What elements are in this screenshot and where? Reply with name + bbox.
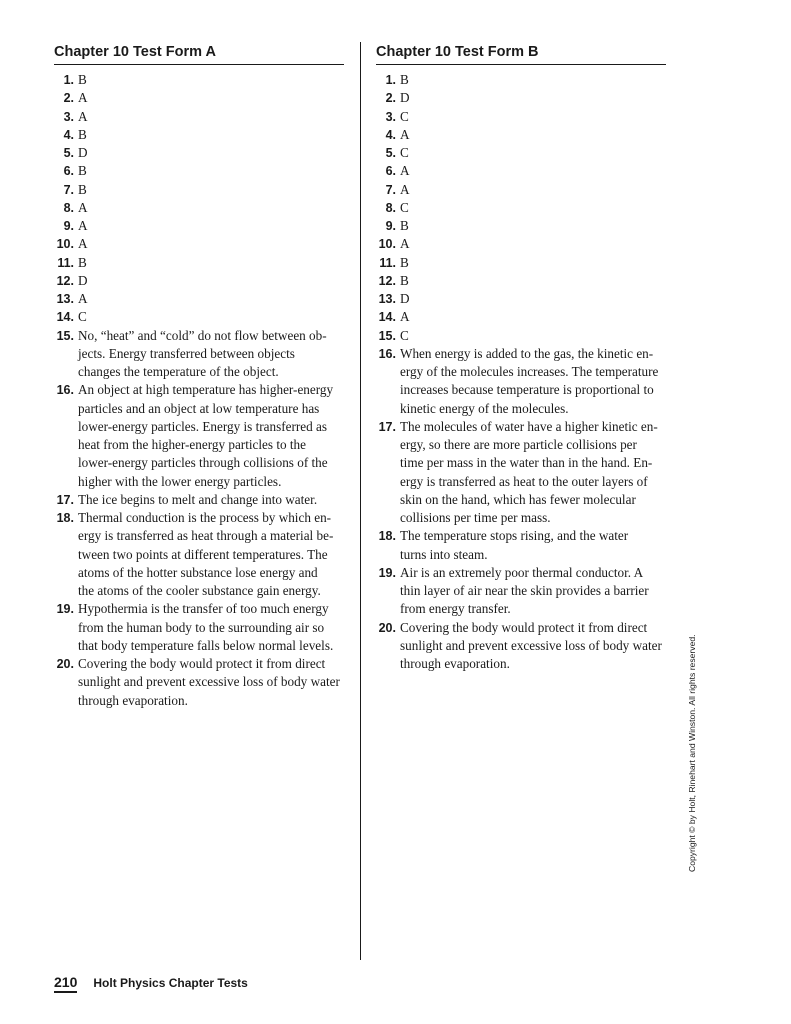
answer-text: B: [78, 254, 87, 270]
answer-item: [54, 181, 344, 199]
answer-number: 8.: [63, 200, 74, 215]
answer-number: 8.: [385, 200, 396, 215]
answer-item: [376, 162, 666, 180]
answer-text: A: [400, 181, 410, 197]
answer-text-line: ergy, so there are more particle collisions per: [400, 437, 637, 452]
answer-number: 12.: [378, 273, 396, 288]
answer-text-line: the atoms of the cooler substance gain energy.: [78, 583, 321, 598]
answer-text-line: The ice begins to melt and change into water.: [78, 491, 318, 507]
answer-text-line: Covering the body would protect it from direct: [400, 619, 648, 635]
answer-text-line: time per mass in the water than in the hand. En-: [400, 455, 653, 471]
answer-number: 7.: [63, 182, 74, 197]
answer-text-line: The molecules of water have a higher kinetic en-: [400, 418, 658, 434]
answer-text-line: An object at high temperature has higher-energy: [78, 382, 334, 398]
answer-text: D: [78, 145, 88, 160]
page-number: 210: [54, 974, 77, 993]
answer-item: [376, 254, 666, 272]
answer-number: 13.: [56, 292, 74, 306]
answer-number: 2.: [385, 91, 396, 106]
form-a-answer-list: [54, 71, 344, 710]
form-b-column: [376, 42, 666, 673]
answer-number: 15.: [378, 328, 396, 343]
answer-item: [54, 509, 344, 600]
answer-text: B: [400, 218, 409, 233]
answer-text-line: Hypothermia is the transfer of too much energy: [78, 601, 329, 617]
answer-number: 17.: [56, 492, 74, 507]
answer-item: [376, 527, 666, 564]
answer-text-line: skin on the hand, which has fewer molecular: [400, 491, 636, 507]
answer-number: 14.: [56, 310, 74, 325]
answer-item: [376, 290, 666, 308]
answer-number: 5.: [63, 146, 74, 160]
answer-number: 15.: [56, 328, 74, 343]
answer-text-line: thin layer of air near the skin provides a barrier: [400, 583, 649, 598]
answer-text-line: through evaporation.: [78, 692, 188, 708]
answer-item: [54, 491, 344, 509]
answer-item: [376, 327, 666, 345]
answer-item: [376, 199, 666, 217]
answer-text-line: through evaporation.: [400, 656, 510, 671]
answer-number: 1.: [63, 73, 74, 87]
answer-item: [376, 345, 666, 418]
answer-text-line: sunlight and prevent excessive loss of body water: [400, 637, 662, 653]
answer-number: 20.: [378, 620, 396, 635]
answer-text: C: [78, 309, 87, 325]
answer-number: 20.: [56, 657, 74, 671]
answer-number: 19.: [56, 602, 74, 617]
answer-number: 2.: [63, 91, 74, 106]
answer-item: [54, 272, 344, 290]
answer-text-line: from energy transfer.: [400, 601, 511, 617]
answer-number: 3.: [385, 109, 396, 124]
answer-text-line: particles and an object at low temperature has: [78, 400, 320, 416]
answer-item: [54, 126, 344, 144]
answer-text-line: kinetic energy of the molecules.: [400, 400, 569, 416]
answer-text: A: [78, 199, 88, 215]
answer-item: [54, 655, 344, 710]
answer-text: B: [400, 272, 409, 288]
answer-item: [54, 199, 344, 217]
answer-item: [376, 235, 666, 253]
copyright-notice-container: [686, 620, 700, 872]
answer-number: 5.: [385, 146, 396, 160]
answer-text-line: changes the temperature of the object.: [78, 364, 279, 379]
answer-text-line: ergy of the molecules increases. The temperature: [400, 364, 659, 379]
column-divider: [360, 42, 361, 960]
answer-item: [376, 564, 666, 619]
answer-text: A: [78, 218, 88, 233]
answer-text-line: atoms of the hotter substance lose energy and: [78, 564, 318, 580]
answer-text-line: higher with the lower energy particles.: [78, 473, 282, 489]
answer-item: [376, 126, 666, 144]
answer-item: [54, 600, 344, 655]
form-a-title: Chapter 10 Test Form A: [54, 42, 344, 65]
answer-number: 18.: [56, 511, 74, 525]
answer-text: B: [78, 72, 87, 87]
answer-text-line: that body temperature falls below normal levels.: [78, 637, 334, 653]
answer-number: 16.: [378, 346, 396, 361]
form-b-answer-list: [376, 71, 666, 673]
answer-text-line: increases because temperature is proportional to: [400, 382, 654, 398]
answer-number: 17.: [378, 419, 396, 434]
answer-number: 7.: [385, 182, 396, 197]
page-footer: [54, 974, 248, 993]
answer-number: 4.: [63, 127, 74, 142]
answer-text-line: sunlight and prevent excessive loss of body water: [78, 674, 340, 690]
answer-text-line: Air is an extremely poor thermal conductor. A: [400, 564, 644, 580]
answer-text: D: [400, 90, 410, 106]
answer-text: B: [400, 254, 409, 270]
answer-text: D: [78, 272, 88, 288]
answer-text-line: lower-energy particles through collisions of the: [78, 455, 328, 471]
answer-text: A: [400, 126, 410, 142]
answer-item: [376, 89, 666, 107]
answer-number: 11.: [57, 255, 74, 270]
answer-item: [54, 327, 344, 382]
answer-number: 10.: [378, 237, 396, 252]
answer-text: C: [400, 199, 409, 215]
answer-text: B: [78, 181, 87, 197]
answer-text: B: [78, 126, 87, 142]
answer-text-line: lower-energy particles. Energy is transferred as: [78, 418, 327, 434]
answer-number: 9.: [385, 219, 396, 233]
answer-number: 19.: [378, 565, 396, 580]
answer-text-line: from the human body to the surrounding air so: [78, 619, 325, 635]
answer-text-line: heat from the higher-energy particles to the: [78, 437, 306, 452]
answer-item: [54, 254, 344, 272]
answer-number: 13.: [378, 292, 396, 306]
answer-item: [54, 108, 344, 126]
answer-item: [376, 144, 666, 162]
answer-item: [376, 217, 666, 235]
answer-item: [376, 181, 666, 199]
answer-text: C: [400, 327, 409, 343]
answer-text-line: When energy is added to the gas, the kinetic en-: [400, 345, 654, 361]
answer-number: 3.: [63, 109, 74, 124]
answer-item: [54, 89, 344, 107]
answer-text: A: [78, 291, 88, 306]
form-b-title: Chapter 10 Test Form B: [376, 42, 666, 65]
answer-item: [376, 308, 666, 326]
answer-text: D: [400, 291, 410, 306]
answer-text-line: jects. Energy transferred between objects: [78, 345, 295, 361]
answer-text: B: [400, 72, 409, 87]
answer-text-line: turns into steam.: [400, 546, 488, 562]
answer-item: [54, 71, 344, 89]
answer-number: 18.: [378, 529, 396, 544]
copyright-notice: Copyright © by Holt, Rinehart and Winston. All rights reserved.: [687, 634, 697, 872]
answer-text: C: [400, 145, 409, 160]
answer-item: [376, 108, 666, 126]
answer-item: [54, 144, 344, 162]
answer-item: [54, 235, 344, 253]
answer-item: [54, 217, 344, 235]
answer-text: C: [400, 108, 409, 124]
answer-number: 14.: [378, 310, 396, 325]
answer-number: 6.: [385, 164, 396, 179]
answer-text: A: [78, 108, 88, 124]
answer-text-line: The temperature stops rising, and the water: [400, 528, 629, 544]
answer-item: [54, 290, 344, 308]
answer-text: A: [400, 163, 410, 179]
answer-number: 12.: [56, 273, 74, 288]
answer-number: 6.: [63, 164, 74, 179]
answer-text-line: No, “heat” and “cold” do not flow between ob-: [78, 327, 327, 343]
answer-number: 16.: [56, 383, 74, 398]
answer-item: [54, 381, 344, 491]
book-title: Holt Physics Chapter Tests: [93, 976, 248, 990]
answer-item: [54, 308, 344, 326]
answer-item: [376, 272, 666, 290]
answer-text-line: ergy is transferred as heat to the outer layers of: [400, 473, 648, 489]
answer-item: [54, 162, 344, 180]
answer-number: 9.: [63, 219, 74, 233]
answer-item: [376, 619, 666, 674]
answer-number: 10.: [56, 237, 74, 252]
answer-number: 11.: [379, 255, 396, 270]
answer-item: [376, 418, 666, 528]
form-a-column: [54, 42, 344, 710]
answer-text: B: [78, 163, 87, 179]
answer-text-line: Covering the body would protect it from direct: [78, 656, 326, 671]
answer-text-line: tween two points at different temperatures. The: [78, 546, 328, 562]
answer-text-line: collisions per time per mass.: [400, 510, 551, 525]
answer-text: A: [400, 309, 410, 325]
answer-number: 4.: [385, 127, 396, 142]
answer-text-line: Thermal conduction is the process by which en-: [78, 510, 332, 525]
answer-text: A: [78, 90, 88, 106]
answer-text-line: ergy is transferred as heat through a material be-: [78, 528, 334, 544]
answer-item: [376, 71, 666, 89]
answer-number: 1.: [385, 73, 396, 87]
answer-text: A: [78, 236, 88, 252]
answer-text: A: [400, 236, 410, 252]
